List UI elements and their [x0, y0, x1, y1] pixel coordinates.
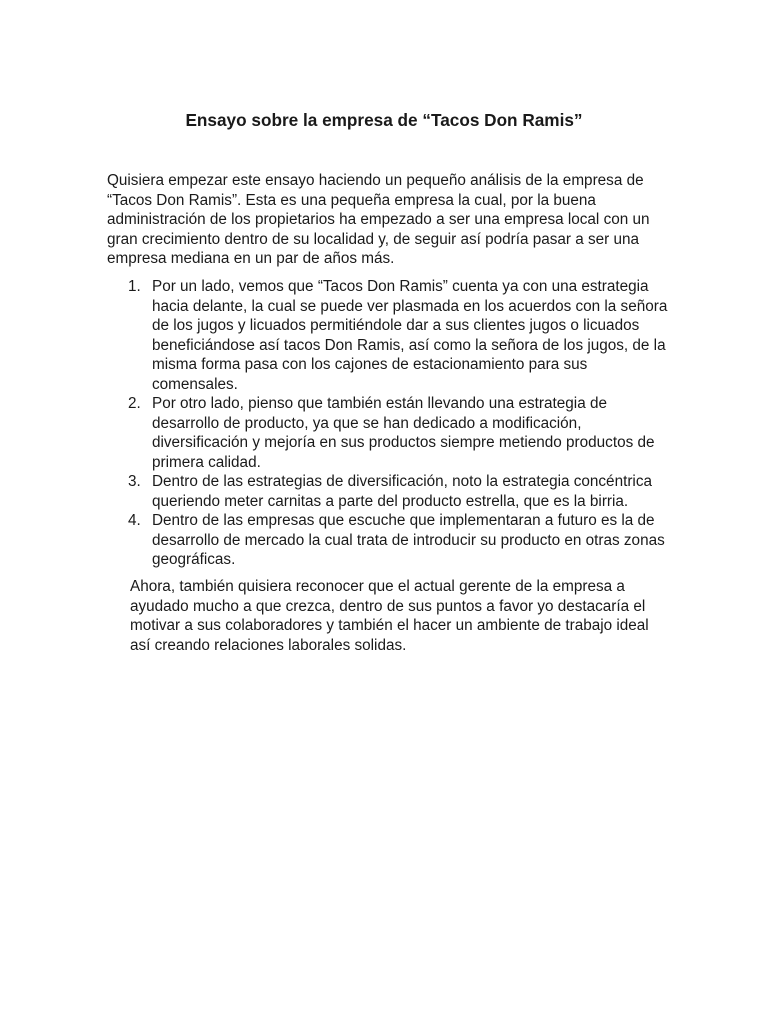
- list-number: 3.: [128, 473, 141, 490]
- list-item: [107, 472, 667, 511]
- text-line: motivar a sus colaboradores y también el hacer un ambiente de trabajo ideal: [130, 617, 649, 634]
- text-line: empresa mediana en un par de años más.: [107, 250, 395, 267]
- list-number: 2.: [128, 395, 141, 412]
- text-line: Quisiera empezar este ensayo haciendo un pequeño análisis de la empresa de: [107, 172, 644, 189]
- text-line: administración de los propietarios ha empezado a ser una empresa local con un: [107, 211, 650, 228]
- text-line: primera calidad.: [152, 453, 261, 471]
- text-line: Por otro lado, pienso que también están llevando una estrategia de: [152, 395, 607, 412]
- text-line: desarrollo de producto, ya que se han dedicado a modificación,: [152, 414, 582, 432]
- text-line: de los jugos y licuados permitiéndole dar a sus clientes jugos o licuados: [152, 317, 640, 334]
- list-item: [107, 394, 667, 472]
- text-line: Por un lado, vemos que “Tacos Don Ramis” cuenta ya con una estrategia: [152, 278, 649, 295]
- list-number: 4.: [128, 512, 141, 529]
- text-line: hacia delante, la cual se puede ver plasmada en los acuerdos con la señora: [152, 297, 668, 315]
- text-line: gran crecimiento dentro de su localidad y, de seguir así podría pasar a ser una: [107, 230, 640, 248]
- list-item: [107, 511, 667, 570]
- numbered-list: [107, 277, 667, 570]
- text-line: ayudado mucho a que crezca, dentro de sus puntos a favor yo destacaría el: [130, 597, 646, 615]
- text-line: geográficas.: [152, 551, 236, 568]
- text-line: “Tacos Don Ramis”. Esta es una pequeña empresa la cual, por la buena: [107, 191, 596, 209]
- text-line: misma forma pasa con los cajones de estacionamiento para sus: [152, 356, 588, 373]
- text-line: desarrollo de mercado la cual trata de introducir su producto en otras zonas: [152, 531, 665, 549]
- list-item: [107, 277, 667, 394]
- text-line: comensales.: [152, 375, 238, 393]
- list-number: 1.: [128, 278, 141, 295]
- intro-paragraph: [107, 171, 667, 269]
- text-line: así creando relaciones laborales solidas.: [130, 636, 407, 654]
- text-line: Dentro de las empresas que escuche que implementaran a futuro es la de: [152, 512, 655, 529]
- text-line: beneficiándose así tacos Don Ramis, así como la señora de los jugos, de la: [152, 336, 666, 354]
- document-title: Ensayo sobre la empresa de “Tacos Don Ramis”: [185, 110, 583, 130]
- text-line: diversificación y mejoría en sus productos siempre metiendo productos de: [152, 434, 655, 451]
- text-line: Dentro de las estrategias de diversificación, noto la estrategia concéntrica: [152, 473, 652, 490]
- closing-paragraph: [130, 577, 670, 655]
- text-line: Ahora, también quisiera reconocer que el actual gerente de la empresa a: [130, 578, 625, 595]
- text-line: queriendo meter carnitas a parte del producto estrella, que es la birria.: [152, 492, 629, 510]
